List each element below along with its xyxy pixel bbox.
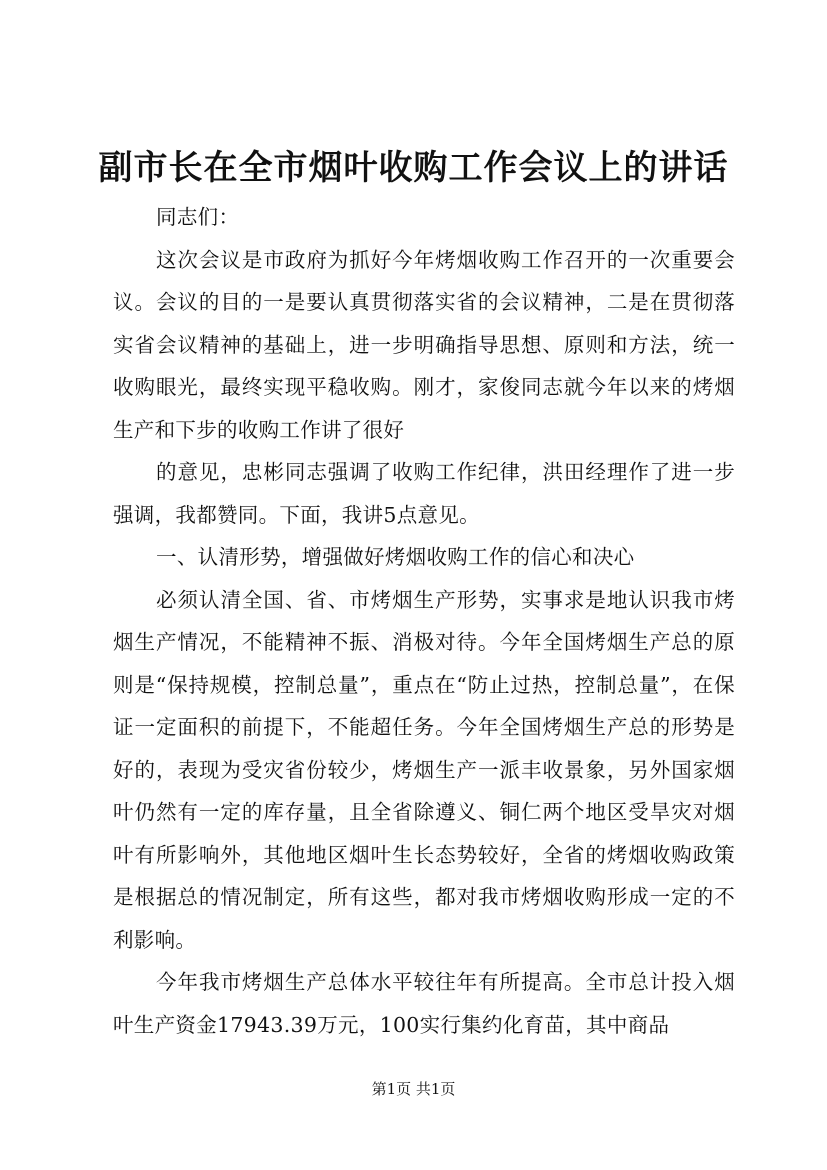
production-paragraph: 今年我市烤烟生产总体水平较往年有所提高。全市总计投入烟叶生产资金17943.39万元，100实行集约化育苗，其中商品 xyxy=(113,970,735,1037)
page-footer: 第1页 共1页 xyxy=(371,1080,456,1098)
opinion-paragraph: 的意见，忠彬同志强调了收购工作纪律，洪田经理作了进一步强调，我都赞同。下面，我讲5点意见。 xyxy=(113,460,735,527)
document-body xyxy=(113,196,735,1046)
intro-paragraph: 这次会议是市政府为抓好今年烤烟收购工作召开的一次重要会议。会议的目的一是要认真贯彻落实省的会议精神，二是在贯彻落实省会议精神的基础上，进一步明确指导思想、原则和方法，统一收购眼光，最终实现平稳收购。刚才，家俊同志就今年以来的烤烟生产和下步的收购工作讲了很好 xyxy=(113,247,735,442)
situation-paragraph: 必须认清全国、省、市烤烟生产形势，实事求是地认识我市烤烟生产情况，不能精神不振、消极对待。今年全国烤烟生产总的原则是“保持规模，控制总量”，重点在“防止过热，控制总量”，在保证一定面积的前提下，不能超任务。今年全国烤烟生产总的形势是好的，表现为受灾省份较少，烤烟生产一派丰收景象，另外国家烟叶仍然有一定的库存量，且全省除遵义、铜仁两个地区受旱灾对烟叶有所影响外，其他地区烟叶生长态势较好，全省的烤烟收购政策是根据总的情况制定，所有这些，都对我市烤烟收购形成一定的不利影响。 xyxy=(113,587,735,952)
section-heading-1: 一、认清形势，增强做好烤烟收购工作的信心和决心 xyxy=(156,545,635,569)
salutation-paragraph: 同志们： xyxy=(156,205,240,229)
document-title: 副市长在全市烟叶收购工作会议上的讲话 xyxy=(98,148,729,188)
